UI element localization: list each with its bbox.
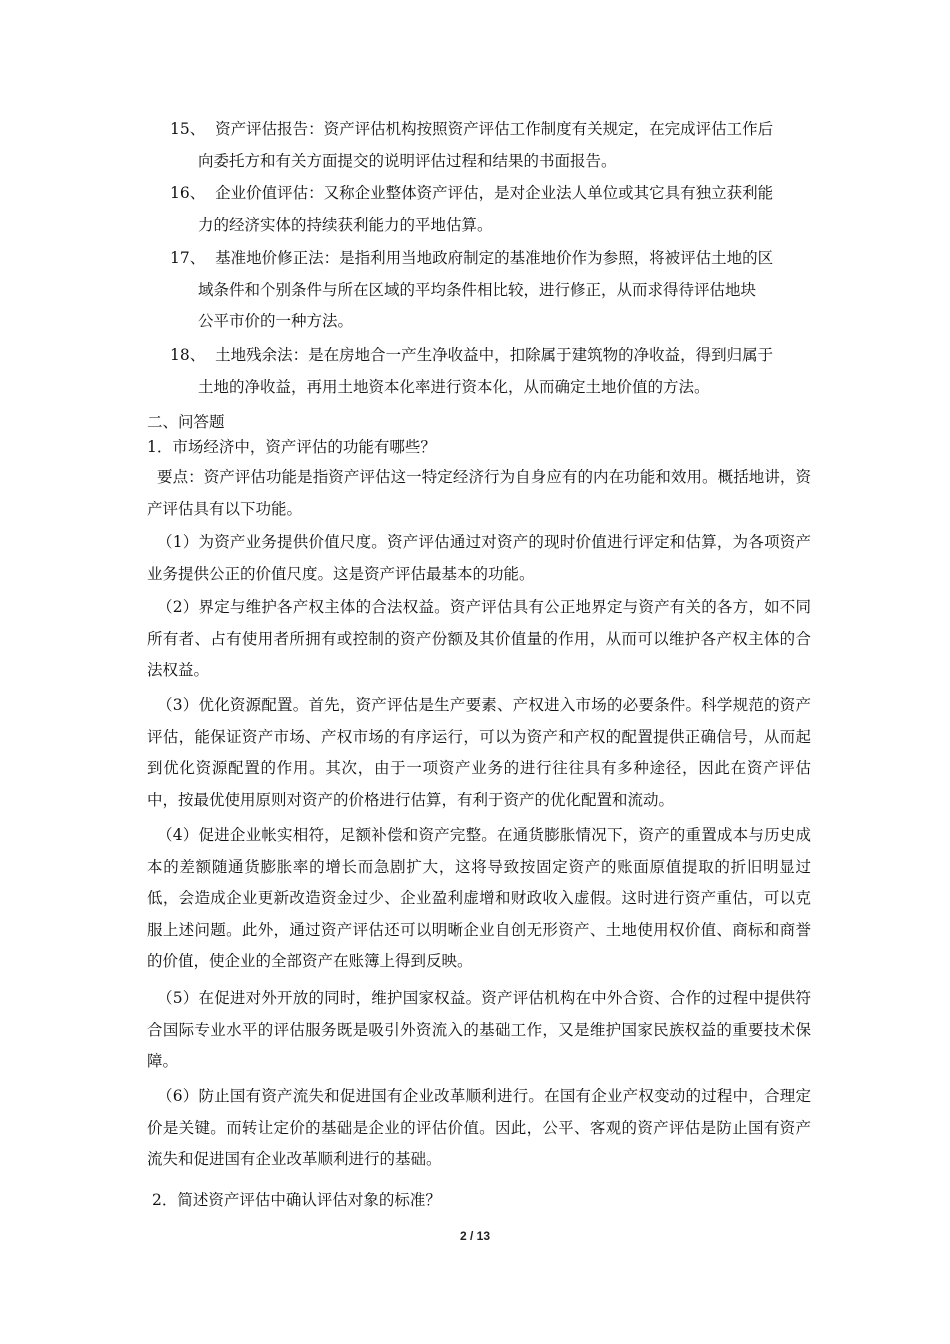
definition-number: 15、: [170, 120, 206, 138]
section-heading: 二、问答题: [147, 413, 225, 431]
question-title: 1．市场经济中，资产评估的功能有哪些？: [147, 438, 436, 456]
page-number: 2 / 13: [459, 1229, 491, 1243]
definition-text-cont: 域条件和个别条件与所在区域的平均条件相比较，进行修正，从而求得待评估地块: [198, 280, 757, 299]
definition-text: 资产评估报告：资产评估机构按照资产评估工作制度有关规定，在完成评估工作后: [215, 120, 774, 138]
definition-item-16: [170, 178, 810, 241]
definition-number: 18、: [170, 346, 206, 364]
definition-text: 土地残余法：是在房地合一产生净收益中，扣除属于建筑物的净收益，得到归属于: [215, 346, 774, 364]
definition-number: 16、: [170, 184, 206, 202]
definition-text-cont: 向委托方和有关方面提交的说明评估过程和结果的书面报告。: [198, 151, 617, 170]
paragraph-3: （3）优化资源配置。首先，资产评估是生产要素、产权进入市场的必要条件。科学规范的资产评估，能保证资产市场、产权市场的有序运行，可以为资产和产权的配置提供正确信号，从而起到优化资源配置的作用。其次，由于一项资产业务的进行往往具有多种途径，因此在资产评估中，按最优使用原则对资产的价格进行估算，有利于资产的优化配置和流动。: [147, 696, 811, 809]
paragraph-2: （2）界定与维护各产权主体的合法权益。资产评估具有公正地界定与资产有关的各方，如不同所有者、占有使用者所拥有或控制的资产份额及其价值量的作用，从而可以维护各产权主体的合法权益。: [147, 598, 811, 679]
definition-item-18: [170, 340, 810, 403]
definition-text-cont: 力的经济实体的持续获利能力的平地估算。: [198, 215, 493, 234]
definition-number: 17、: [170, 249, 206, 267]
paragraph-5: （5）在促进对外开放的同时，维护国家权益。资产评估机构在中外合资、合作的过程中提供符合国际专业水平的评估服务既是吸引外资流入的基础工作，又是维护国家民族权益的重要技术保障。: [147, 989, 811, 1070]
paragraph-6: （6）防止国有资产流失和促进国有企业改革顺利进行。在国有企业产权变动的过程中，合理定价是关键。而转让定价的基础是企业的评估价值。因此，公平、客观的资产评估是防止国有资产流失和促进国有企业改革顺利进行的基础。: [147, 1087, 811, 1168]
definition-item-15: [170, 114, 810, 177]
paragraph-intro: 要点：资产评估功能是指资产评估这一特定经济行为自身应有的内在功能和效用。概括地讲，资产评估具有以下功能。: [147, 468, 811, 518]
paragraph-1: （1）为资产业务提供价值尺度。资产评估通过对资产的现时价值进行评定和估算，为各项资产业务提供公正的价值尺度。这是资产评估最基本的功能。: [147, 533, 811, 583]
definition-item-17: [170, 243, 810, 338]
definition-text: 基准地价修正法：是指利用当地政府制定的基准地价作为参照，将被评估土地的区: [215, 249, 774, 267]
paragraph-4: （4）促进企业帐实相符，足额补偿和资产完整。在通货膨胀情况下，资产的重置成本与历史成本的差额随通货膨胀率的增长而急剧扩大，这将导致按固定资产的账面原值提取的折旧明显过低，会造成企业更新改造资金过少、企业盈利虚增和财政收入虚假。这时进行资产重估，可以克服上述问题。此外，通过资产评估还可以明晰企业自创无形资产、土地使用权价值、商标和商誉的价值，使企业的全部资产在账簿上得到反映。: [147, 826, 811, 970]
definition-text-cont: 公平市价的一种方法。: [198, 312, 354, 330]
question-title: 2．简述资产评估中确认评估对象的标准？: [152, 1191, 441, 1209]
definition-text-cont: 土地的净收益，再用土地资本化率进行资本化，从而确定土地价值的方法。: [198, 377, 710, 396]
definition-text: 企业价值评估：又称企业整体资产评估，是对企业法人单位或其它具有独立获利能: [215, 184, 774, 202]
